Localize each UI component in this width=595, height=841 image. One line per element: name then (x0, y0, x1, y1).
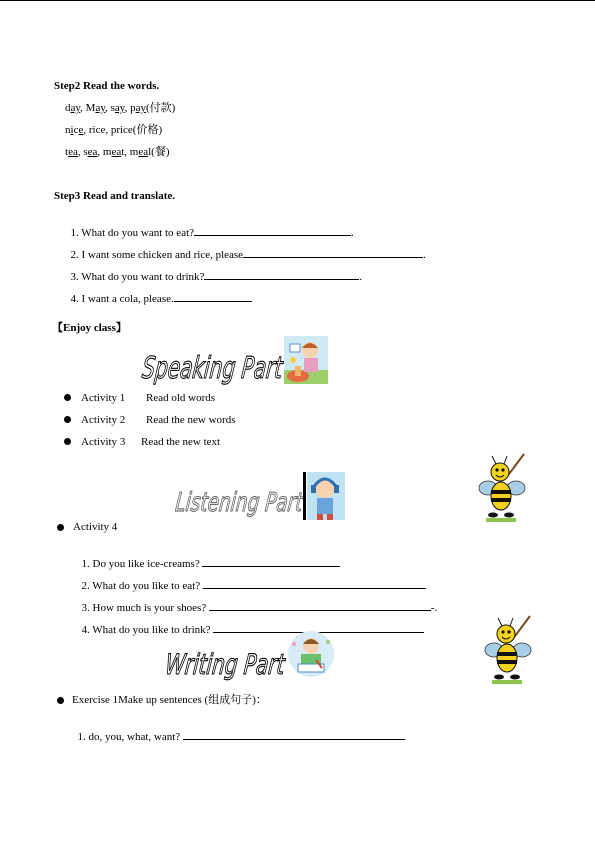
step2-line-2 (65, 124, 162, 137)
word-text: , M (80, 102, 96, 114)
kid-headphones-picture (303, 472, 345, 520)
kid-writing-picture (286, 630, 336, 678)
writing-part-wordart (163, 642, 334, 682)
exercise-item-text: 1. do, you, what, want? (77, 731, 181, 743)
kid-reading-picture (284, 336, 328, 384)
underlined-letters: ea (87, 146, 98, 158)
activity-4-label: Activity 4 (73, 521, 118, 533)
step3-item-after: . (423, 249, 426, 261)
underlined-letters: ea (68, 146, 78, 158)
bullet-icon (57, 697, 64, 704)
step3-item-after: . (351, 227, 354, 239)
bee-picture (476, 452, 526, 524)
step3-item-text: 3. What do you want to drink? (70, 271, 205, 283)
underlined-letters: ay (114, 102, 125, 114)
underlined-letters: i (70, 124, 74, 136)
underlined-letters: e (78, 124, 84, 136)
word-text: , p (124, 102, 136, 114)
listening-part-wordart (174, 480, 356, 518)
step2-line-3 (65, 146, 169, 159)
question-text: 3. How much is your shoes? (81, 602, 207, 614)
word-text: (付款) (145, 102, 176, 114)
step2-line-1 (65, 102, 175, 115)
underlined-letters: ea (138, 146, 149, 158)
activity-1-label: Activity 1 (81, 392, 126, 404)
word-text: , rice, price(价格) (83, 124, 163, 136)
exercise-1-item-1 (72, 716, 405, 744)
bullet-icon (57, 524, 64, 531)
question-text: 4. What do you like to drink? (81, 624, 211, 636)
word-text: l(餐) (148, 146, 170, 158)
activity-3-text: Read the new text (141, 436, 221, 448)
underlined-letters: ay (70, 102, 81, 114)
bee-picture (482, 614, 532, 686)
bullet-icon (64, 438, 71, 445)
word-text: c (73, 124, 79, 136)
writing-part-title: Writing Part (163, 648, 334, 681)
answer-blank[interactable] (183, 729, 405, 740)
word-text: t (65, 146, 69, 158)
speaking-part-wordart (140, 344, 354, 386)
page-top-rule (0, 0, 595, 1)
answer-blank[interactable] (174, 291, 252, 302)
underlined-letters: ea (111, 146, 122, 158)
step3-item-text: 1. What do you want to eat? (70, 227, 195, 239)
bullet-icon (64, 416, 71, 423)
speaking-part-title: Speaking Part (140, 351, 354, 386)
bullet-icon (64, 394, 71, 401)
listening-question-4 (76, 609, 424, 637)
question-after: -. (430, 602, 438, 614)
activity-1-text: Read old words (146, 392, 216, 404)
question-text: 1. Do you like ice-creams? (81, 558, 200, 570)
word-text: , m (97, 146, 112, 158)
underlined-letters: ay (95, 102, 106, 114)
step3-item-text: 4. I want a cola, please. (70, 293, 174, 305)
activity-3-label: Activity 3 (81, 436, 126, 448)
enjoy-class-heading: 【Enjoy class】 (52, 322, 127, 334)
step3-item-after: . (359, 271, 363, 283)
word-text: , s (77, 146, 88, 158)
step3-heading: Step3 Read and translate. (54, 190, 176, 202)
step2-heading: Step2 Read the words. (54, 80, 160, 92)
word-text: , s (105, 102, 115, 114)
step3-item-text: 2. I want some chicken and rice, please (70, 249, 244, 261)
question-text: 2. What do you like to eat? (81, 580, 201, 592)
underlined-letters: ay (135, 102, 146, 114)
step3-item-4 (65, 278, 252, 306)
word-text: d (65, 102, 71, 114)
activity-2-text: Read the new words (146, 414, 236, 426)
activity-2-label: Activity 2 (81, 414, 126, 426)
exercise-1-heading: Exercise 1Make up sentences (组成句子)： (72, 694, 267, 706)
word-text: t, m (121, 146, 139, 158)
listening-part-title: Listening Part (174, 488, 356, 518)
word-text: n (65, 124, 71, 136)
